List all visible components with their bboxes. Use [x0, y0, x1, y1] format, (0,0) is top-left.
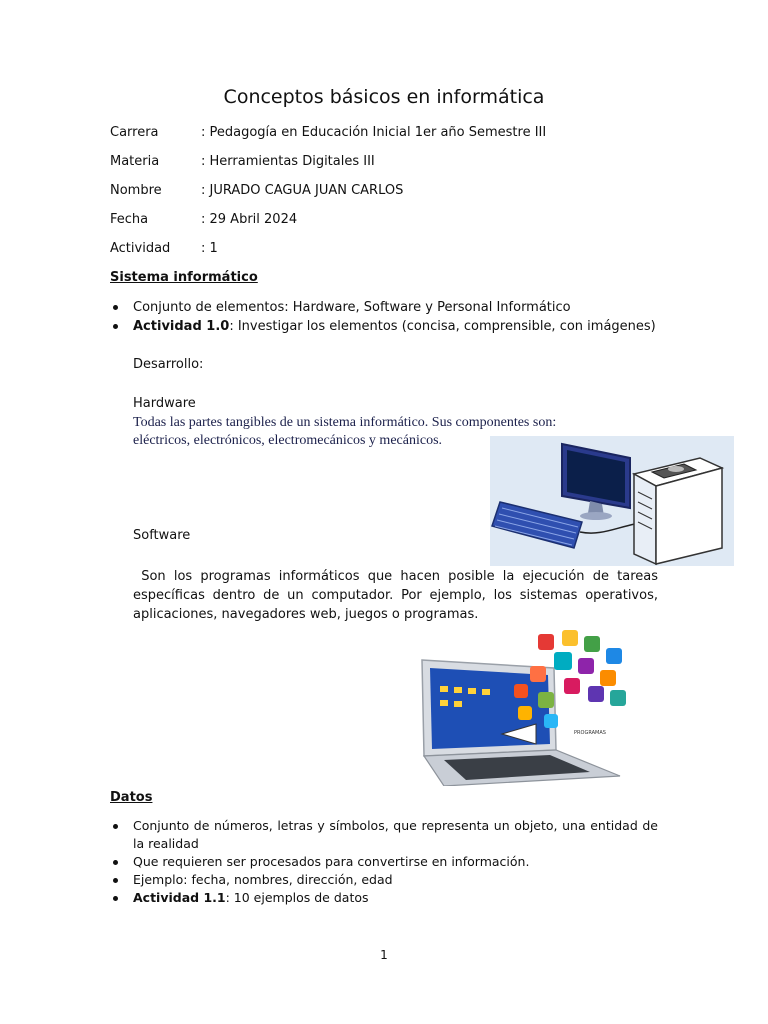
page-number: 1: [380, 948, 388, 962]
computer-icon: [490, 436, 734, 566]
bullet-bold: Actividad 1.1: [133, 890, 226, 905]
meta-label-materia: Materia: [110, 154, 160, 169]
list-item: [110, 298, 658, 317]
meta-value-materia: : Herramientas Digitales III: [201, 154, 375, 169]
software-heading: Software: [133, 528, 191, 543]
laptop-software-image: [414, 626, 634, 786]
list-item: [110, 871, 658, 889]
meta-value-carrera: : Pedagogía en Educación Inicial 1er año Semestre III: [201, 125, 547, 140]
list-item: [110, 889, 658, 907]
meta-value-nombre: : JURADO CAGUA JUAN CARLOS: [201, 183, 404, 198]
section-heading-sistema: Sistema informático: [110, 270, 258, 285]
bullet-text: : 10 ejemplos de datos: [225, 890, 369, 905]
meta-label-nombre: Nombre: [110, 183, 162, 198]
hardware-line-2: eléctricos, electrónicos, electromecánicos y mecánicos.: [133, 433, 443, 448]
software-paragraph: [133, 567, 658, 624]
software-text: Son los programas informáticos que hacen posible la ejecución de tareas específicas dentro de un computador. Por ejemplo, los sistemas operativos, aplicaciones, navegadores web, juegos o programas.: [133, 569, 658, 622]
bullet-text: Que requieren ser procesados para convertirse en información.: [133, 854, 530, 869]
hardware-line-1: Todas las partes tangibles de un sistema informático. Sus componentes son:: [133, 415, 557, 430]
hardware-heading: Hardware: [133, 396, 196, 411]
meta-value-actividad: : 1: [201, 241, 218, 256]
page-title: Conceptos básicos en informática: [223, 86, 545, 108]
list-item: [110, 853, 658, 871]
sistema-bullet-list: [110, 298, 658, 336]
bullet-text: Conjunto de números, letras y símbolos, que representa un objeto, una entidad de la realidad: [133, 818, 658, 851]
laptop-icon: [414, 626, 634, 786]
bullet-text: : Investigar los elementos (concisa, comprensible, con imágenes): [229, 319, 656, 334]
desktop-computer-image: [490, 436, 734, 566]
meta-label-fecha: Fecha: [110, 212, 149, 227]
meta-value-fecha: : 29 Abril 2024: [201, 212, 298, 227]
bullet-text: Conjunto de elementos: Hardware, Software y Personal Informático: [133, 300, 571, 315]
meta-label-actividad: Actividad: [110, 241, 171, 256]
section-heading-datos: Datos: [110, 790, 153, 805]
desarrollo-label: Desarrollo:: [133, 357, 204, 372]
list-item: [110, 317, 658, 336]
bullet-bold: Actividad 1.0: [133, 319, 230, 334]
laptop-label: PROGRAMAS: [574, 730, 606, 736]
bullet-text: Ejemplo: fecha, nombres, dirección, edad: [133, 872, 393, 887]
meta-label-carrera: Carrera: [110, 125, 159, 140]
datos-bullet-list: [110, 817, 658, 907]
list-item: [110, 817, 658, 853]
